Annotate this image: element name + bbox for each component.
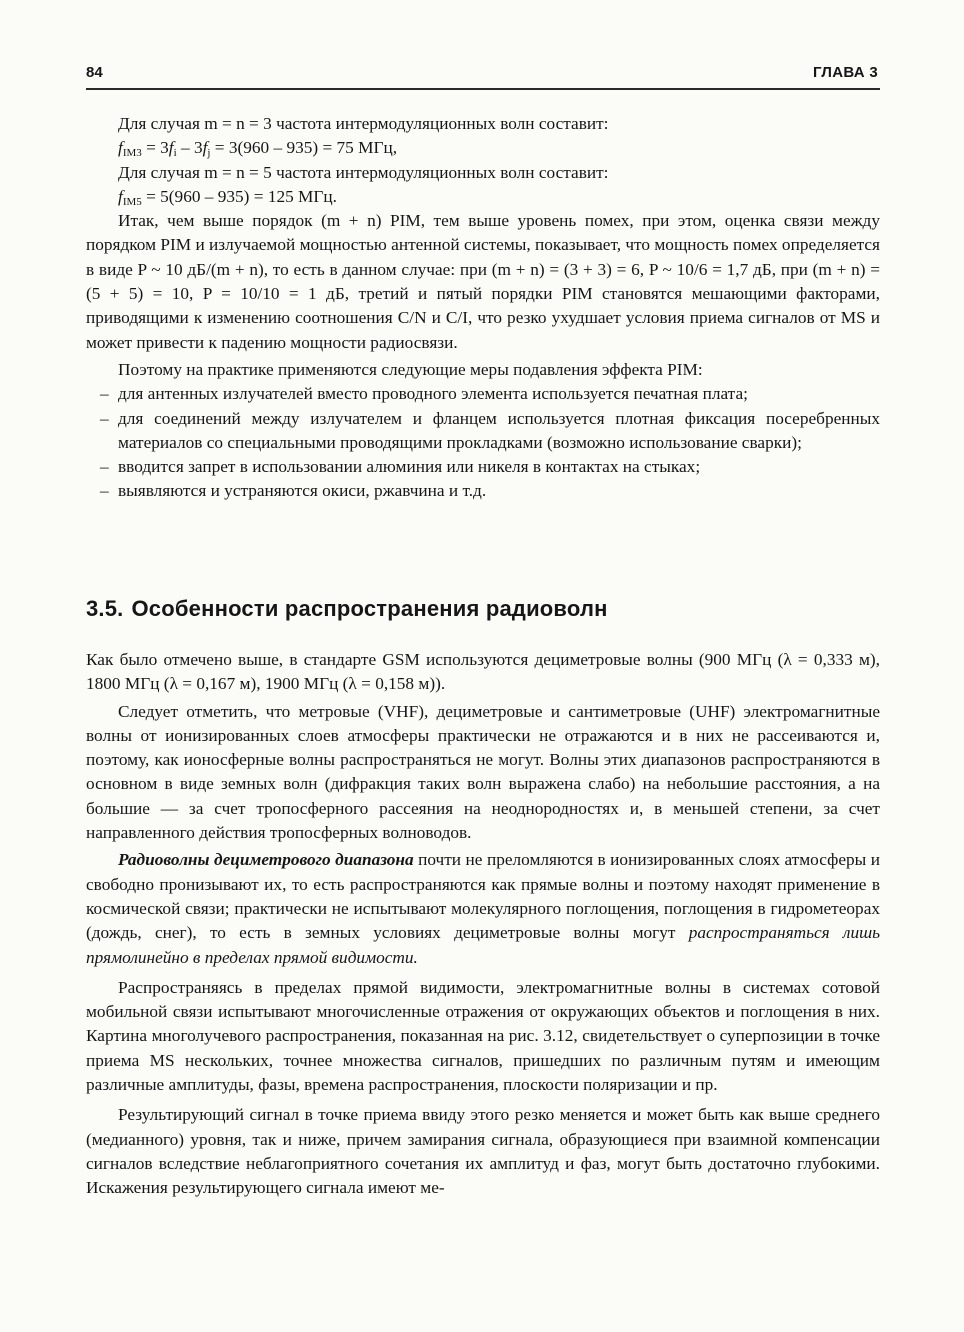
pim-conclusion-paragraph: Итак, чем выше порядок (m + n) PIM, тем выше уровень помех, при этом, оценка связи между порядком PIM и излучаемой мощностью антенной системы, показывает, что мощность помех определяется в виде P ~ 10 дБ/(m + n), то есть в данном случае: при (m + n) = (3 + 3) = 6, P ~ 10/6 = 1,7 дБ, при (m + n) = (5 + 5) = 10, P = 10/10 = 1 дБ, третий и пятый порядки PIM становятся мешающими факторами, приводящими к изменению соотношения C/N и C/I, что резко ухудшает условия приема сигналов от MS и может привести к падению мощности радиосвязи. bbox=[86, 211, 880, 352]
decimeter-paragraph bbox=[86, 848, 880, 969]
page-header bbox=[86, 56, 880, 90]
case5-formula: $f_{IM5} = 5(960 - 935) = 125$ МГц. bbox=[118, 186, 337, 208]
section-title: Особенности распространения радиоволн bbox=[131, 596, 608, 621]
list-item: – для антенных излучателей вместо проводного элемента используется печатная плата; bbox=[100, 384, 748, 404]
section-body bbox=[86, 648, 880, 1201]
page-number: 84 bbox=[86, 64, 103, 81]
measures-list bbox=[86, 382, 880, 503]
measures-intro: Поэтому на практике применяются следующие меры подавления эффекта PIM: bbox=[118, 359, 703, 379]
case5-intro: Для случая m = n = 5 частота интермодуляционных волн составит: bbox=[118, 162, 609, 182]
chapter-label: ГЛАВА 3 bbox=[812, 64, 878, 81]
decimeter-term: Радиоволны дециметрового диапазона bbox=[118, 850, 414, 870]
multipath-paragraph: Распространяясь в пределах прямой видимости, электромагнитные волны в системах сотовой мобильной связи испытывают многочисленные отражения от окружающих объектов и поглощения в них. Картина многолучевого распространения, показанная на рис. 3.12, свидетельствует о суперпозиции в точке приема MS нескольких, точнее множества сигналов, пришедших по различным путям и имеющим различные амплитуды, фазы, времена распространения, плоскости поляризации и пр. bbox=[86, 977, 880, 1095]
section-heading bbox=[86, 596, 608, 622]
list-item: – для соединений между излучателем и фланцем используется плотная фиксация посеребренных материалов со специальными проводящими прокладками (возможно использование сварки); bbox=[100, 408, 880, 452]
fading-paragraph: Результирующий сигнал в точке приема ввиду этого резко меняется и может быть как выше среднего (медианного) уровня, так и ниже, причем замирания сигнала, образующиеся при взаимной компенсации сигналов вследствие неблагоприятного сочетания их амплитуд и фаз, могут быть достаточно глубокими. Искажения результирующего сигнала имеют ме- bbox=[86, 1105, 880, 1198]
decimeter-emphasis: распространяться лишь прямолинейно в пределах прямой видимости. bbox=[86, 923, 880, 967]
list-item: – вводится запрет в использовании алюминия или никеля в контактах на стыках; bbox=[100, 457, 701, 477]
case3-intro: Для случая m = n = 3 частота интермодуляционных волн составит: bbox=[118, 114, 609, 133]
section-number: 3.5. bbox=[86, 596, 124, 621]
gsm-wavelength-paragraph: Как было отмечено выше, в стандарте GSM используются дециметровые волны (900 МГц (λ = 0,333 м), 1800 МГц (λ = 0,167 м), 1900 МГц (λ = 0,158 м)). bbox=[86, 650, 880, 694]
pim-text-block bbox=[86, 112, 880, 504]
decimeter-text: почти не преломляются в ионизированных слоях атмосферы и свободно пронизывают их, то есть распространяются как прямые волны и поэтому находят применение в космической связи; практически не испытывают молекулярного поглощения, поглощения в гидрометеорах (дождь, снег), то есть в земных условиях дециметровые волны могут bbox=[86, 850, 880, 943]
case3-formula: $f_{IM3} = 3f_i - 3f_j = 3(960 - 935) = 75$ МГц, bbox=[118, 138, 398, 160]
list-item: – выявляются и устраняются окиси, ржавчина и т.д. bbox=[100, 481, 487, 501]
vhf-uhf-paragraph: Следует отметить, что метровые (VHF), дециметровые и сантиметровые (UHF) электромагнитные волны от ионизированных слоев атмосферы практически не отражаются и в них не рассеиваются и, поэтому, как ионосферные волны распространяться не могут. Волны этих диапазонов распространяются в основном в виде земных волн (дифракция таких волн выражена слабо) на небольшие расстояния, а на большие — за счет тропосферного рассеяния на неоднородностях и, в меньшей степени, за счет направленного действия тропосферных волноводов. bbox=[86, 701, 880, 843]
